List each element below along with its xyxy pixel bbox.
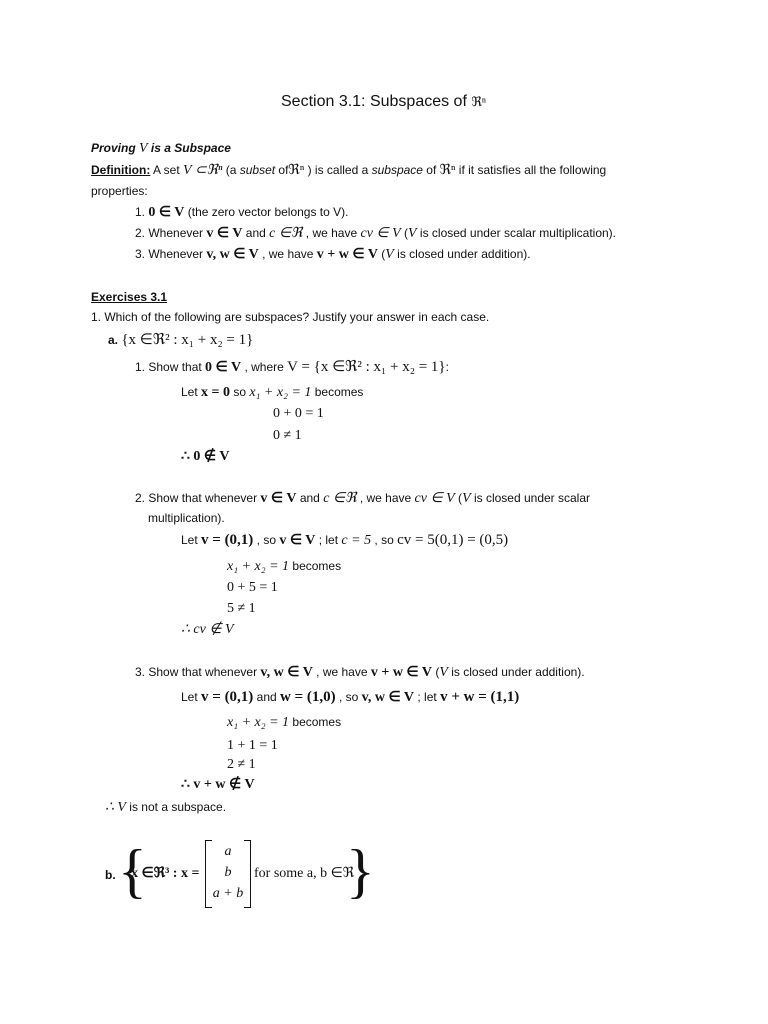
math: V xyxy=(385,247,394,262)
step-3-conclusion: ∴ v + w ∉ V xyxy=(181,777,255,792)
text: becomes xyxy=(311,385,364,399)
part-b-lhs xyxy=(131,866,199,882)
math: v ∈ V xyxy=(206,226,243,241)
heading-math: V xyxy=(139,141,148,156)
text: , where xyxy=(241,360,288,374)
math: cv = 5(0,1) = (0,5) xyxy=(397,532,509,548)
math: V xyxy=(462,491,471,506)
matrix xyxy=(205,840,251,906)
part-a-conclusion xyxy=(105,799,226,816)
text: , we have xyxy=(312,665,371,679)
text: 2. Show that whenever xyxy=(135,491,261,505)
step-3 xyxy=(135,664,585,681)
text: , so xyxy=(371,533,398,547)
exercises-heading: Exercises 3.1 xyxy=(91,290,168,304)
text: : xyxy=(445,360,449,374)
part-label: a. xyxy=(108,333,119,347)
text: ; let xyxy=(414,690,441,704)
step-2-let xyxy=(181,532,508,549)
text: , so xyxy=(253,533,280,547)
step-1 xyxy=(135,359,449,376)
property-3 xyxy=(135,246,531,263)
text: Let xyxy=(181,533,202,547)
text: A set xyxy=(150,163,184,177)
math: ∴ V xyxy=(105,800,126,815)
step-2-line-2: multiplication). xyxy=(148,511,225,525)
math: x = 0 xyxy=(201,385,230,400)
matrix-entry-3: a + b xyxy=(212,886,244,901)
text: 2. Whenever xyxy=(135,226,207,240)
step-1-eq-2: 0 ≠ 1 xyxy=(273,428,302,443)
text: becomes xyxy=(289,715,342,729)
math: v, w ∈ V xyxy=(206,247,259,262)
part-b-rhs: for some a, b ∈ℜ xyxy=(254,866,355,881)
math: V = {x ∈ℜ² : x₁ + x₂ = 1} xyxy=(287,359,446,375)
text: and xyxy=(242,226,270,240)
step-2-eq-1: 0 + 5 = 1 xyxy=(227,580,278,595)
math: w = (1,0) xyxy=(280,689,336,705)
text: is closed under addition). xyxy=(393,247,531,261)
text: ( xyxy=(400,226,409,240)
step-3-eq-1: 1 + 1 = 1 xyxy=(227,738,278,753)
step-2-conclusion: ∴ cv ∉ V xyxy=(181,622,234,637)
part-a xyxy=(108,332,253,348)
heading-part: Proving xyxy=(91,141,140,155)
matrix-entry-2: b xyxy=(224,865,232,880)
math: x ∈ℜ³ : x = xyxy=(131,866,200,881)
definition-label: Definition: xyxy=(91,163,151,177)
text: ) is called a xyxy=(304,163,372,177)
math: v + w = (1,1) xyxy=(440,689,520,705)
text: , we have xyxy=(258,247,317,261)
text: (the zero vector belongs to V). xyxy=(184,205,349,219)
math: v + w ∈ V xyxy=(316,247,378,262)
text: if it satisfies all the following xyxy=(455,163,607,177)
text: so xyxy=(230,385,250,399)
step-1-conclusion: ∴ 0 ∉ V xyxy=(181,449,230,464)
math: V xyxy=(439,665,448,680)
math: v, w ∈ V xyxy=(260,665,313,680)
text: , we have xyxy=(356,491,415,505)
text: of xyxy=(422,163,440,177)
math: 0 ∈ V xyxy=(205,360,242,375)
text: is closed under scalar xyxy=(470,491,591,505)
text: ( xyxy=(431,665,440,679)
step-1-let xyxy=(181,384,363,401)
step-1-eq-1: 0 + 0 = 1 xyxy=(273,406,324,421)
text: of xyxy=(275,163,289,177)
math: x₁ + x₂ = 1 xyxy=(249,385,312,400)
math: V ⊂ℜⁿ xyxy=(183,163,223,178)
title-text: Section 3.1: Subspaces of xyxy=(281,93,472,110)
property-2 xyxy=(135,225,616,242)
math: ℜⁿ xyxy=(288,163,305,178)
text: 1. xyxy=(135,205,149,219)
text: 1. Show that xyxy=(135,360,206,374)
title-symbol: ℜⁿ xyxy=(471,94,487,109)
text: is closed under addition). xyxy=(447,665,585,679)
text: Let xyxy=(181,385,202,399)
matrix-entry-1: a xyxy=(224,844,232,859)
math: x₁ + x₂ = 1 xyxy=(227,715,290,730)
section-heading xyxy=(91,140,231,157)
heading-part: is a Subspace xyxy=(147,141,231,155)
text: ( xyxy=(377,247,386,261)
math: cv ∈ V xyxy=(360,226,401,241)
math: v ∈ V xyxy=(279,533,316,548)
math: v = (0,1) xyxy=(201,689,254,705)
math: 0 ∈ V xyxy=(148,205,185,220)
property-1 xyxy=(135,204,349,221)
step-2-eq xyxy=(227,558,341,575)
math: v ∈ V xyxy=(260,491,297,506)
step-2 xyxy=(135,490,590,507)
math: x₁ + x₂ = 1 xyxy=(227,559,290,574)
math: {x ∈ℜ² : x₁ + x₂ = 1} xyxy=(121,332,254,348)
math: v, w ∈ V xyxy=(361,690,415,705)
step-2-eq-2: 5 ≠ 1 xyxy=(227,601,256,616)
text: , so xyxy=(335,690,362,704)
text: is not a subspace. xyxy=(125,800,227,814)
text: , we have xyxy=(302,226,361,240)
text: 3. Show that whenever xyxy=(135,665,261,679)
math: v = (0,1) xyxy=(201,532,254,548)
math: c = 5 xyxy=(341,533,372,548)
text: ( xyxy=(454,491,463,505)
text: (a xyxy=(222,163,240,177)
text: subspace xyxy=(371,163,423,177)
page-title xyxy=(281,94,486,110)
text: is closed under scalar multiplication). xyxy=(416,226,616,240)
math: cv ∈ V xyxy=(414,491,455,506)
text: becomes xyxy=(289,559,342,573)
math: V xyxy=(408,226,417,241)
step-3-eq xyxy=(227,714,341,731)
math: c ∈ℜ xyxy=(323,491,357,506)
math: ℜⁿ xyxy=(439,163,456,178)
text: 3. Whenever xyxy=(135,247,207,261)
part-label: b. xyxy=(105,868,116,882)
text: Let xyxy=(181,690,202,704)
text: subset xyxy=(239,163,276,177)
text: and xyxy=(296,491,324,505)
definition-line-2: properties: xyxy=(91,184,148,198)
right-brace: } xyxy=(346,838,375,904)
text: ; let xyxy=(315,533,342,547)
text: and xyxy=(253,690,281,704)
definition-line-1 xyxy=(91,162,606,179)
math: c ∈ℜ xyxy=(269,226,303,241)
step-3-eq-2: 2 ≠ 1 xyxy=(227,757,256,772)
left-brace: { xyxy=(118,838,147,904)
math: v + w ∈ V xyxy=(370,665,432,680)
question-1: 1. Which of the following are subspaces? Justify your answer in each case. xyxy=(91,310,490,324)
step-3-let xyxy=(181,689,519,706)
part-b-label xyxy=(105,867,116,883)
